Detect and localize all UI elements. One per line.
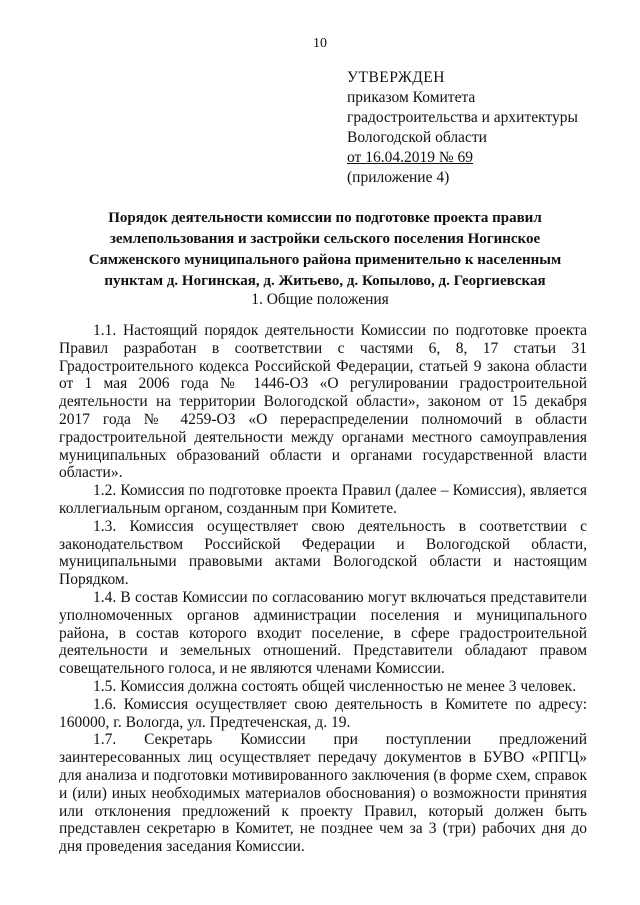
paragraph-1-7: 1.7. Секретарь Комиссии при поступлении предложений заинтересованных лиц осуществляет передачу документов в БУВО «РПГЦ» для анализа и подготовки мотивированного заключения (в форме схем, справок и (или) иных необходимых материалов обоснования) о возможности принятия или отклонения предложений к проекту Правил, который должен быть представлен секретарю в Комитет, не позднее чем за 3 (три) рабочих дня до дня проведения заседания Комиссии. [59, 731, 587, 856]
paragraph-1-3: 1.3. Комиссия осуществляет свою деятельность в соответствии с законодательством Российской Федерации и Вологодской области, муниципальными правовыми актами Вологодской области и настоящим Порядком. [59, 517, 587, 589]
paragraph-1-4: 1.4. В состав Комиссии по согласованию могут включаться представители уполномоченных органов администрации поселения и муниципального района, в состав которого входит поселение, в сфере градостроительной деятельности и земельных отношений. Представители обладают правом совещательного голоса, и не являются членами Комиссии. [59, 588, 587, 678]
approval-annex: (приложение 4) [347, 169, 450, 186]
approval-date-number: от 16.04.2019 № 69 [347, 149, 473, 166]
approval-line: Вологодской области [347, 129, 487, 146]
approval-heading: УТВЕРЖДЕН [347, 69, 445, 86]
approval-line: градостроительства и архитектуры [347, 109, 578, 126]
approval-line: приказом Комитета [347, 89, 476, 106]
page-number: 10 [313, 36, 327, 51]
paragraph-1-5: 1.5. Комиссия должна состоять общей численностью не менее 3 человек. [93, 677, 577, 695]
paragraph-1-2: 1.2. Комиссия по подготовке проекта Правил (далее – Комиссия), является коллегиальным органом, созданным при Комитете. [59, 482, 587, 517]
section-heading: 1. Общие положения [251, 291, 389, 308]
document-title: Порядок деятельности комиссии по подготовке проекта правил землепользования и застройки сельского поселения Ногинское Сямженского муниципального района применительно к населенным пунктам д. Ногинская, д. Житьево, д. Копылово, д. Георгиевская [88, 210, 562, 289]
paragraph-1-1: 1.1. Настоящий порядок деятельности Комиссии по подготовке проекта Правил разработан в соответствии с частями 6, 8, 17 статьи 31 Градостроительного кодекса Российской Федерации, статьей 9 закона области от 1 мая 2006 года № 1446-ОЗ «О регулировании градостроительной деятельности на территории Вологодской области», законом от 15 декабря 2017 года № 4259-ОЗ «О перераспределении полномочий в области градостроительной деятельности между органами местного самоуправления муниципальных образований области и органами государственной власти области». [59, 322, 587, 482]
approval-stamp [347, 68, 578, 188]
paragraph-1-6: 1.6. Комиссия осуществляет свою деятельность в Комитете по адресу: 160000, г. Вологда, ул. Предтеченская, д. 19. [59, 695, 587, 731]
document-body [59, 322, 587, 856]
